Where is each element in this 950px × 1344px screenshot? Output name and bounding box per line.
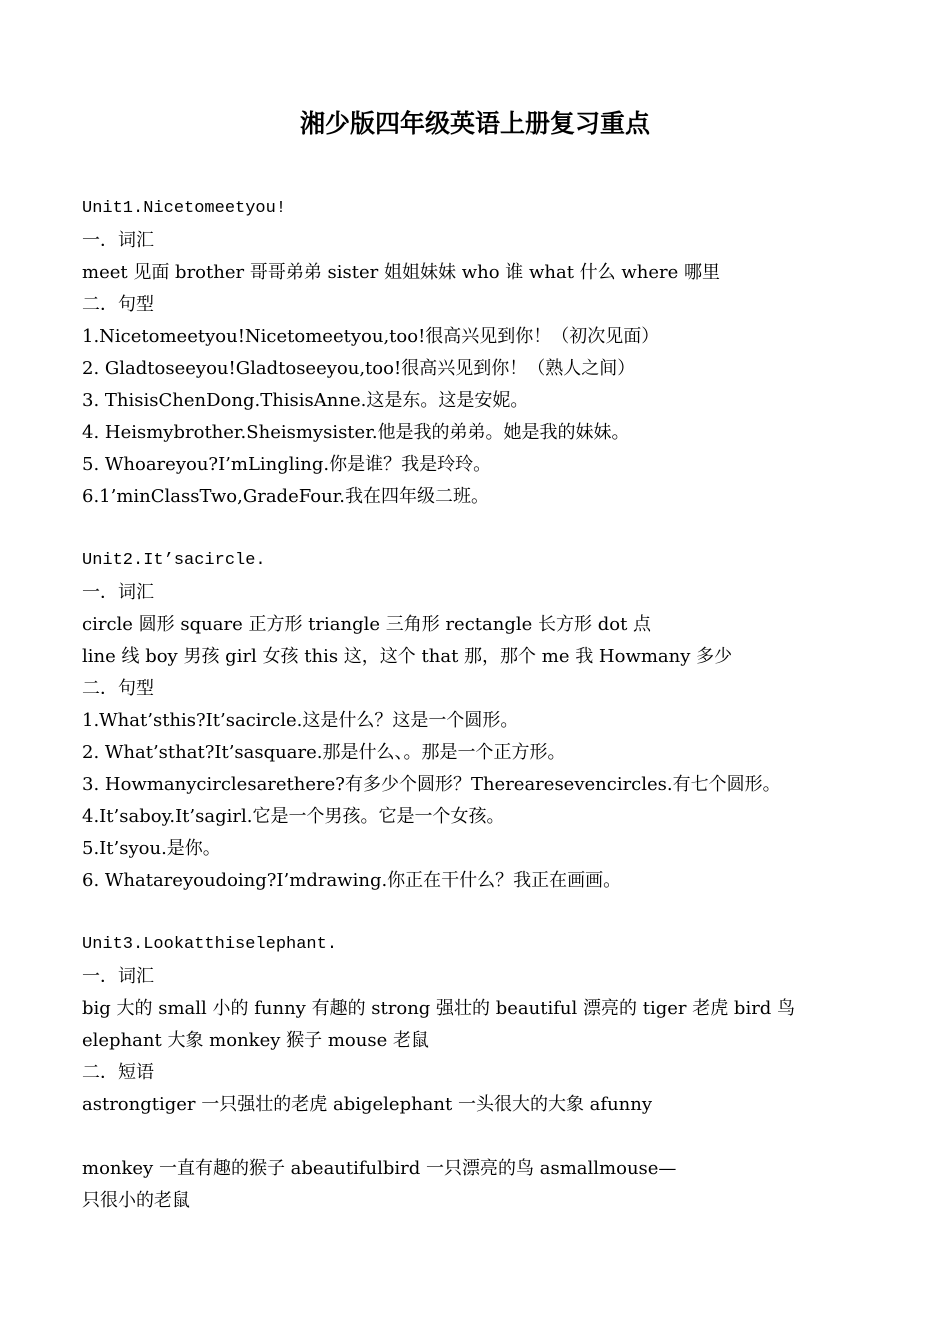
- section-heading: 一．词汇: [82, 230, 154, 251]
- blank-line: [82, 897, 872, 929]
- sentence-line: 2. Gladtoseeyou!Gladtoseeyou,too!很高兴见到你！（熟人之间）: [82, 358, 636, 379]
- document-title: 湘少版四年级英语上册复习重点: [299, 109, 650, 138]
- vocab-line: meet 见面 brother 哥哥弟弟 sister 姐姐妹妹 who 谁 what 什么 where 哪里: [82, 262, 721, 283]
- vocab-line: big 大的 small 小的 funny 有趣的 strong 强壮的 beautiful 漂亮的 tiger 老虎 bird 鸟: [82, 998, 796, 1019]
- blank-line: [82, 1121, 872, 1153]
- document-body: [82, 193, 872, 1217]
- vocab-line: circle 圆形 square 正方形 triangle 三角形 rectangle 长方形 dot 点: [82, 614, 652, 635]
- section-heading: 二．句型: [82, 678, 154, 699]
- sentence-line: 3. ThisisChenDong.ThisisAnne.这是东。这是安妮。: [82, 390, 529, 411]
- sentence-line: 3. Howmanycirclesarethere?有多少个圆形？Therearesevencircles.有七个圆形。: [82, 774, 781, 795]
- blank-line: [82, 513, 872, 545]
- phrase-line: astrongtiger 一只强壮的老虎 abigelephant 一头很大的大象 afunny: [82, 1094, 653, 1115]
- vocab-line: elephant 大象 monkey 猴子 mouse 老鼠: [82, 1030, 429, 1051]
- sentence-line: 6.1’minClassTwo,GradeFour.我在四年级二班。: [82, 486, 490, 507]
- unit-heading: Unit2.It’sacircle.: [82, 551, 266, 570]
- sentence-line: 5. Whoareyou?I’mLingling.你是谁？我是玲玲。: [82, 454, 492, 475]
- section-heading: 一．词汇: [82, 582, 154, 603]
- sentence-line: 5.It’syou.是你。: [82, 838, 221, 859]
- unit-heading: Unit1.Nicetomeetyou!: [82, 199, 287, 218]
- sentence-line: 1.What’sthis?It’sacircle.这是什么？这是一个圆形。: [82, 710, 519, 731]
- section-heading: 二．短语: [82, 1062, 154, 1083]
- sentence-line: 6. Whatareyoudoing?I’mdrawing.你正在干什么？我正在画画。: [82, 870, 622, 891]
- sentence-line: 4. Heismybrother.Sheismysister.他是我的弟弟。她是我的妹妹。: [82, 422, 630, 443]
- phrase-line: 只很小的老鼠: [82, 1190, 190, 1211]
- section-heading: 二．句型: [82, 294, 154, 315]
- sentence-line: 2. What’sthat?It’sasquare.那是什么、。那是一个正方形。: [82, 742, 566, 763]
- section-heading: 一．词汇: [82, 966, 154, 987]
- unit-heading: Unit3.Lookatthiselephant.: [82, 935, 338, 954]
- vocab-line: line 线 boy 男孩 girl 女孩 this 这，这个 that 那，那个 me 我 Howmany 多少: [82, 646, 733, 667]
- sentence-line: 1.Nicetomeetyou!Nicetomeetyou,too!很高兴见到你！（初次见面）: [82, 326, 660, 347]
- sentence-line: 4.It’saboy.It’sagirl.它是一个男孩。它是一个女孩。: [82, 806, 505, 827]
- phrase-line: monkey 一直有趣的猴子 abeautifulbird 一只漂亮的鸟 asmallmouse—: [82, 1158, 677, 1179]
